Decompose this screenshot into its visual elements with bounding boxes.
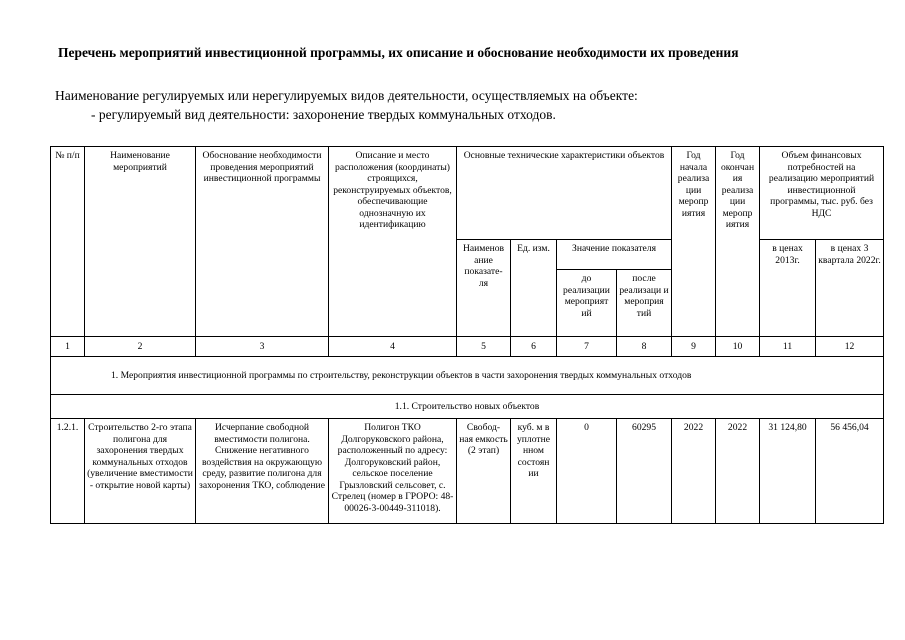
header-indicator: Наименов ание показате- ля [457, 240, 511, 337]
row-year-end: 2022 [716, 419, 760, 524]
investment-table [50, 146, 884, 524]
header-finance-2022: в ценах 3 квартала 2022г. [816, 240, 884, 337]
activity-heading: Наименование регулируемых или нерегулируемых видов деятельности, осуществляемых на объекте: [55, 88, 638, 103]
header-num: № п/п [51, 147, 85, 337]
column-number: 9 [672, 337, 716, 357]
header-description: Описание и место расположения (координаты) строящихся, реконструируемых объектов, обеспечивающие однозначную их идентификацию [329, 147, 457, 337]
row-unit: куб. м в уплотне нном состоян ии [511, 419, 557, 524]
row-finance-2022: 56 456,04 [816, 419, 884, 524]
header-tech: Основные технические характеристики объектов [457, 147, 672, 240]
header-justification: Обоснование необходимости проведения мероприятий инвестиционной программы [196, 147, 329, 337]
activity-type: - регулируемый вид деятельности: захоронение твердых коммунальных отходов. [91, 107, 556, 122]
column-number: 11 [760, 337, 816, 357]
row-justification: Исчерпание свободной вместимости полигона. Снижение негативного воздействия на окружающую среду, развитие полигона для захоронения ТКО, соблюдение [196, 419, 329, 524]
column-number: 12 [816, 337, 884, 357]
header-name: Наименование мероприятий [85, 147, 196, 337]
row-value-before: 0 [557, 419, 617, 524]
row-name: Строительство 2-го этапа полигона для захоронения твердых коммунальных отходов (увеличение вместимости - открытие новой карты) [85, 419, 196, 524]
row-finance-2013: 31 124,80 [760, 419, 816, 524]
header-value-before: до реализации мероприят ий [557, 270, 617, 337]
column-number: 8 [617, 337, 672, 357]
column-number: 5 [457, 337, 511, 357]
column-number: 7 [557, 337, 617, 357]
header-value: Значение показателя [557, 240, 672, 270]
table-row [51, 419, 884, 524]
header-year-start: Год начала реализа ции меропр иятия [672, 147, 716, 337]
header-year-end: Год окончан ия реализа ции меропр иятия [716, 147, 760, 337]
column-number: 2 [85, 337, 196, 357]
row-description: Полигон ТКО Долгоруковского района, расположенный по адресу: Долгоруковский район, сельское поселение Грызловский сельсовет, с. Стрелец (номер в ГРОРО: 48-00026-3-00449-311018). [329, 419, 457, 524]
section-heading: 1. Мероприятия инвестиционной программы по строительству, реконструкции объектов в части захоронения твердых коммунальных отходов [51, 357, 884, 395]
header-unit: Ед. изм. [511, 240, 557, 337]
row-num: 1.2.1. [51, 419, 85, 524]
column-number: 6 [511, 337, 557, 357]
row-indicator: Свобод- ная емкость (2 этап) [457, 419, 511, 524]
intro-block [55, 86, 638, 124]
row-value-after: 60295 [617, 419, 672, 524]
column-number: 3 [196, 337, 329, 357]
column-number: 1 [51, 337, 85, 357]
header-finance-2013: в ценах 2013г. [760, 240, 816, 337]
header-finance: Объем финансовых потребностей на реализацию мероприятий инвестиционной программы, тыс. руб. без НДС [760, 147, 884, 240]
header-value-after: после реализаци и мероприя тий [617, 270, 672, 337]
column-number: 4 [329, 337, 457, 357]
column-number: 10 [716, 337, 760, 357]
row-year-start: 2022 [672, 419, 716, 524]
column-number-row [51, 337, 884, 357]
document-title: Перечень мероприятий инвестиционной программы, их описание и обоснование необходимости их проведения [58, 45, 739, 60]
subsection-heading: 1.1. Строительство новых объектов [51, 395, 884, 419]
